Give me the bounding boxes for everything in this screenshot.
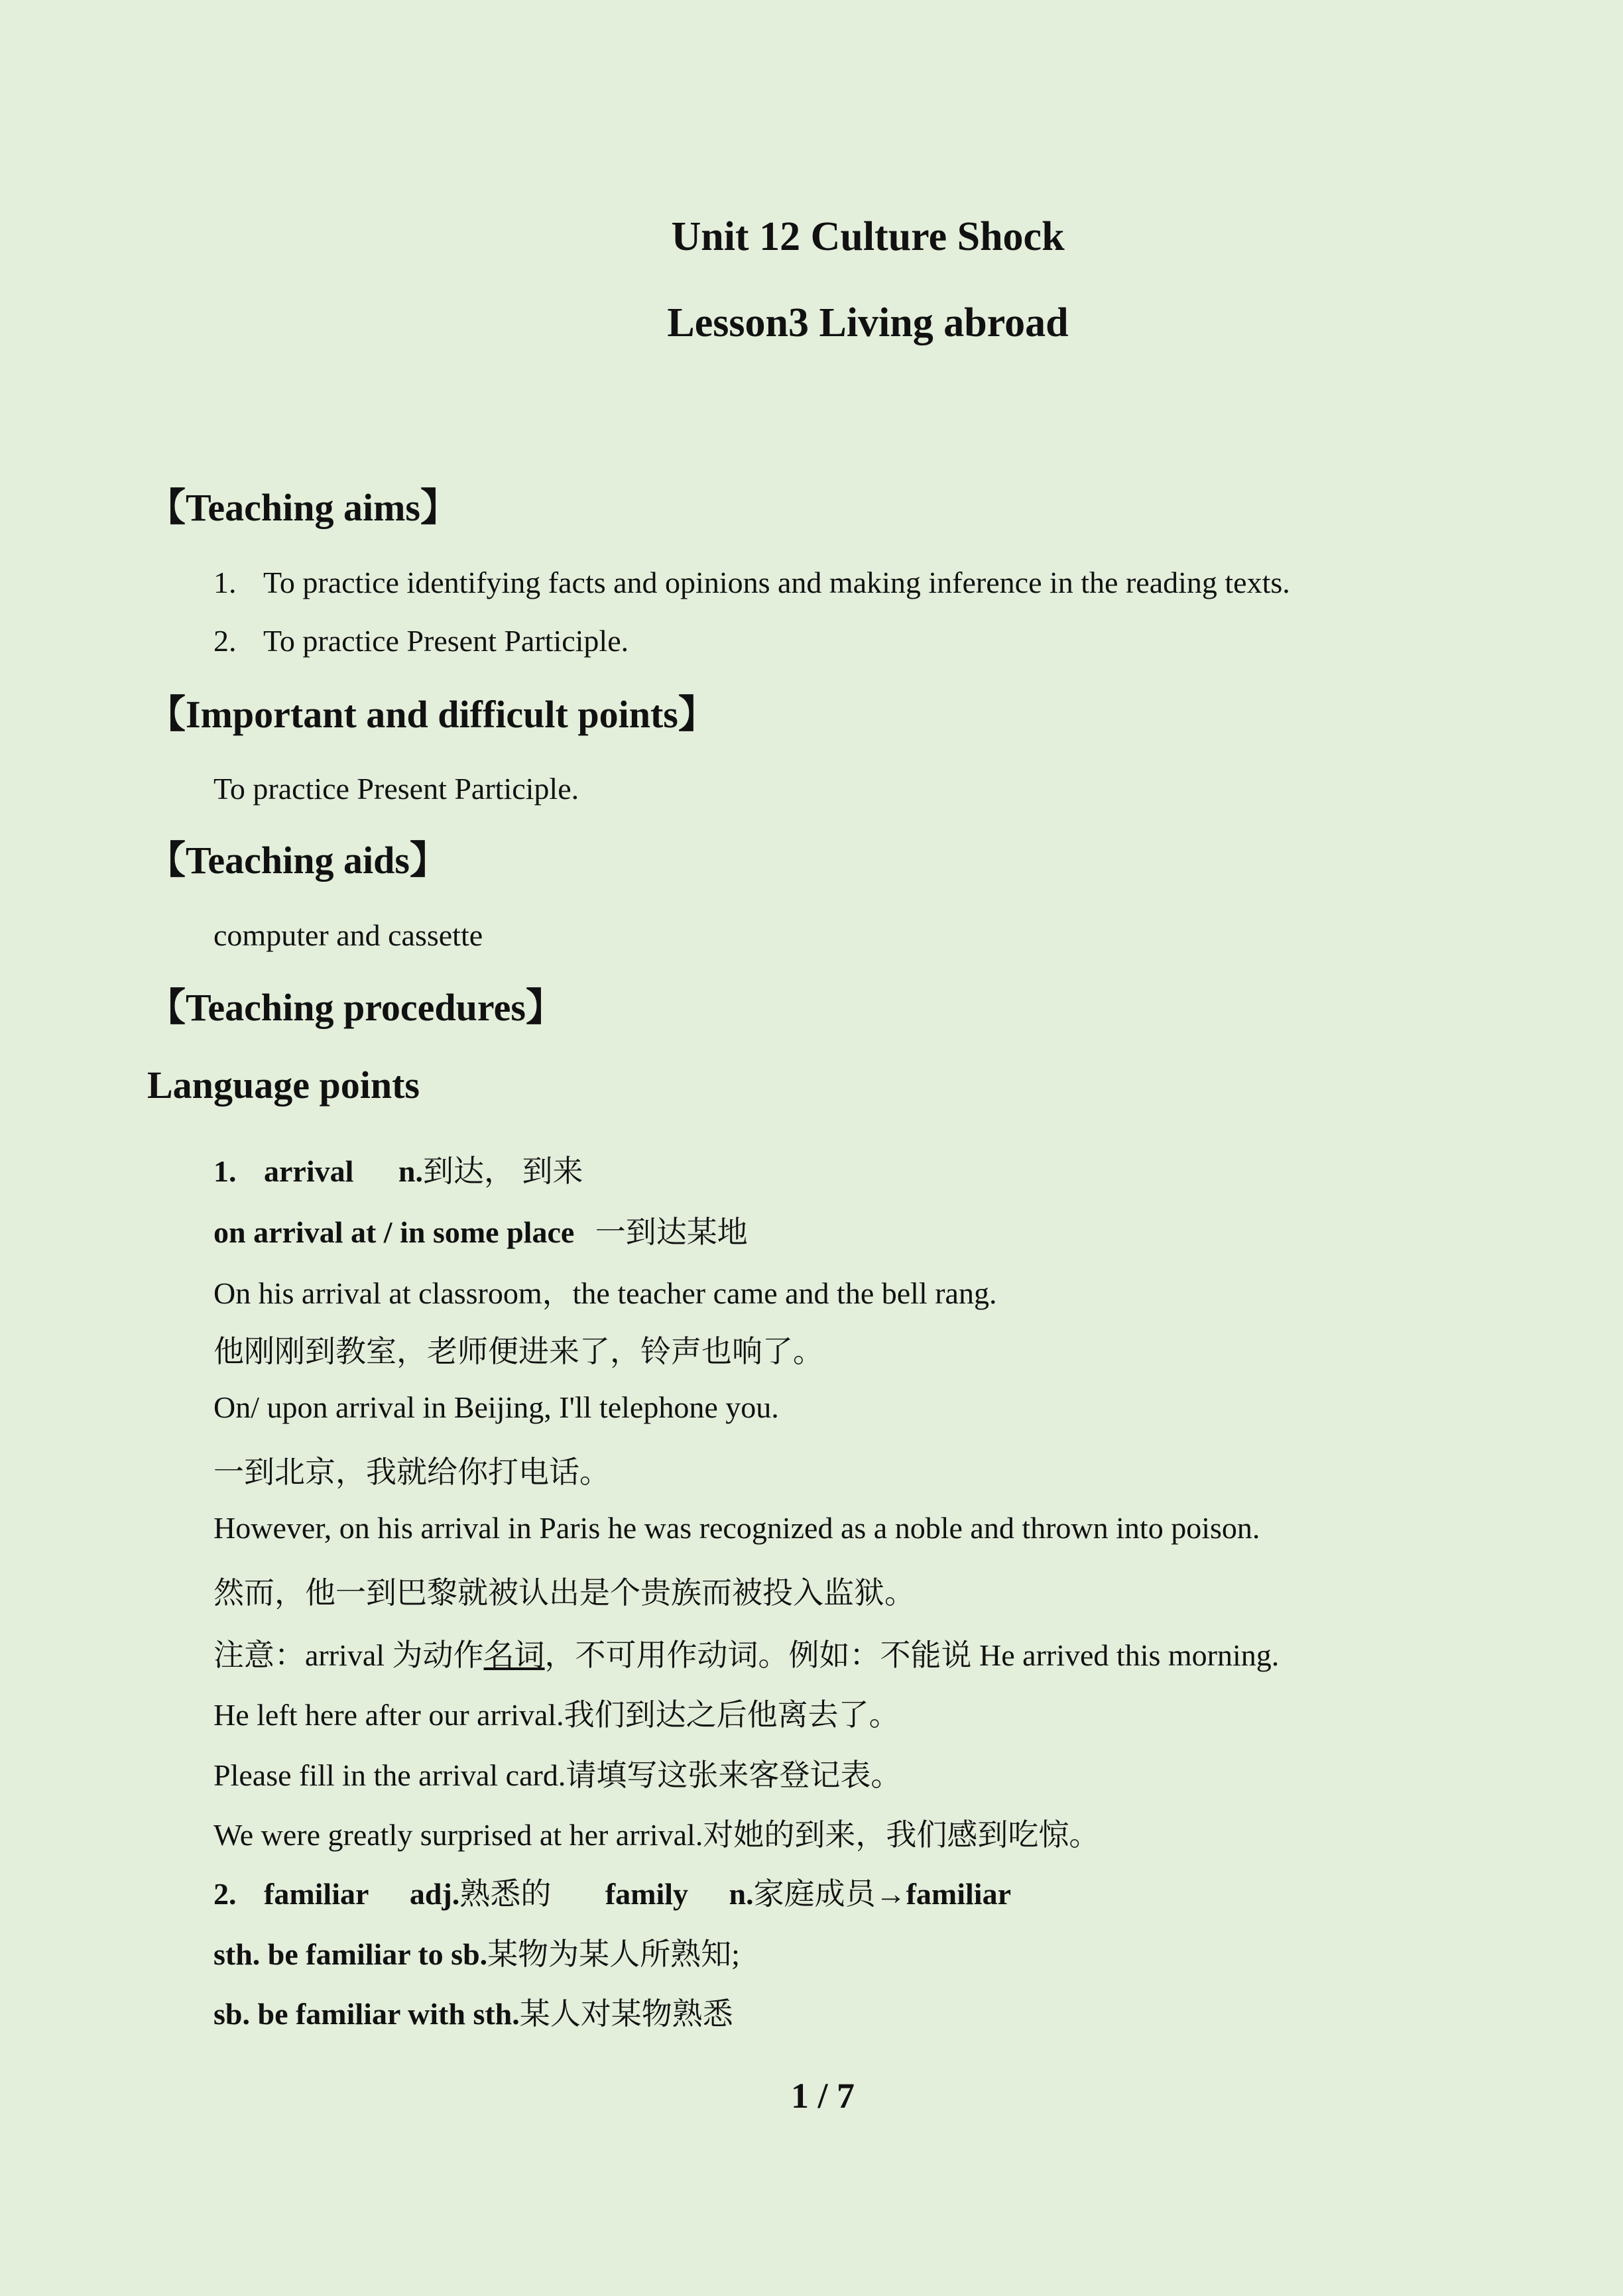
lp-phrase-2-en: sth. be familiar to sb. (213, 1937, 488, 1971)
aim-number-2: 2. (213, 624, 237, 658)
page-number: 1 / 7 (790, 2076, 855, 2116)
lp-item-2-word3: familiar (906, 1877, 1012, 1911)
lp-example-2-cn: 一到北京，我就给你打电话。 (213, 1455, 610, 1489)
lp-phrase-1 (213, 1208, 748, 1252)
lp-phrase-3-en: sb. be familiar with sth. (213, 1997, 520, 2031)
section-heading-teaching-procedures: 【Teaching procedures】 (147, 986, 564, 1029)
lp-phrase-3 (213, 1990, 733, 2033)
lp-item-2-word: familiar (264, 1877, 369, 1911)
lp-item-2-pos: adj. (409, 1877, 460, 1911)
lp-example-2-en: On/ upon arrival in Beijing, I'll telephone you. (213, 1390, 779, 1424)
aim-number-1: 1. (213, 566, 237, 599)
lp-example-1-en: On his arrival at classroom，the teacher came and the bell rang. (213, 1276, 997, 1310)
lp-item-1-number: 1. (213, 1154, 237, 1188)
lp-item-1-word: arrival (264, 1154, 354, 1188)
document-title: Unit 12 Culture Shock (671, 214, 1065, 259)
lp-item-2-meaning2: 家庭成员→ (753, 1877, 906, 1911)
lp-item-2-word2: family (605, 1877, 689, 1911)
document-subtitle: Lesson3 Living abroad (667, 300, 1069, 345)
lp-phrase-3-cn: 某人对某物熟悉 (519, 1997, 733, 2031)
language-points-heading: Language points (147, 1063, 420, 1107)
lp-item-1-pos: n. (398, 1154, 423, 1188)
lp-example-4: He left here after our arrival.我们到达之后他离去了。 (213, 1698, 900, 1732)
aim-text-1: To practice identifying facts and opinions and making inference in the reading texts. (263, 566, 1290, 599)
lp-example-6: We were greatly surprised at her arrival.对她的到来，我们感到吃惊。 (213, 1818, 1100, 1852)
lp-note-underlined: 名词 (483, 1638, 545, 1672)
section-heading-teaching-aids: 【Teaching aids】 (147, 839, 448, 882)
lp-phrase-2 (213, 1930, 740, 1974)
lp-example-5: Please fill in the arrival card.请填写这张来客登记表。 (213, 1758, 902, 1792)
lp-item-1-meaning: 到达， 到来 (423, 1154, 583, 1188)
lp-item-2-number: 2. (213, 1877, 237, 1911)
lp-phrase-1-en: on arrival at / in some place (213, 1215, 575, 1249)
lp-example-1-cn: 他刚刚到教室，老师便进来了，铃声也响了。 (213, 1335, 823, 1368)
lp-phrase-2-cn: 某物为某人所熟知; (487, 1937, 740, 1971)
lp-phrase-1-cn: 一到达某地 (595, 1215, 748, 1249)
teaching-aids-text: computer and cassette (213, 918, 483, 952)
lp-note-part-a: 注意：arrival 为动作 (213, 1638, 484, 1672)
section-heading-teaching-aims: 【Teaching aims】 (147, 486, 459, 529)
section-heading-important-points: 【Important and difficult points】 (147, 693, 717, 736)
lp-example-3-en: However, on his arrival in Paris he was recognized as a noble and thrown into poison. (213, 1511, 1260, 1545)
lp-note-part-b: ，不可用作动词。例如：不能说 He arrived this morning. (544, 1638, 1280, 1672)
lp-item-2-meaning: 熟悉的 (459, 1877, 552, 1911)
lp-item-2-pos2: n. (729, 1877, 754, 1911)
lp-example-3-cn: 然而，他一到巴黎就被认出是个贵族而被投入监狱。 (213, 1576, 915, 1610)
lp-item-2 (213, 1870, 1011, 1913)
aim-text-2: To practice Present Participle. (263, 624, 629, 658)
lp-note (213, 1631, 1279, 1675)
lp-item-1 (213, 1147, 583, 1191)
important-points-text: To practice Present Participle. (213, 772, 579, 806)
